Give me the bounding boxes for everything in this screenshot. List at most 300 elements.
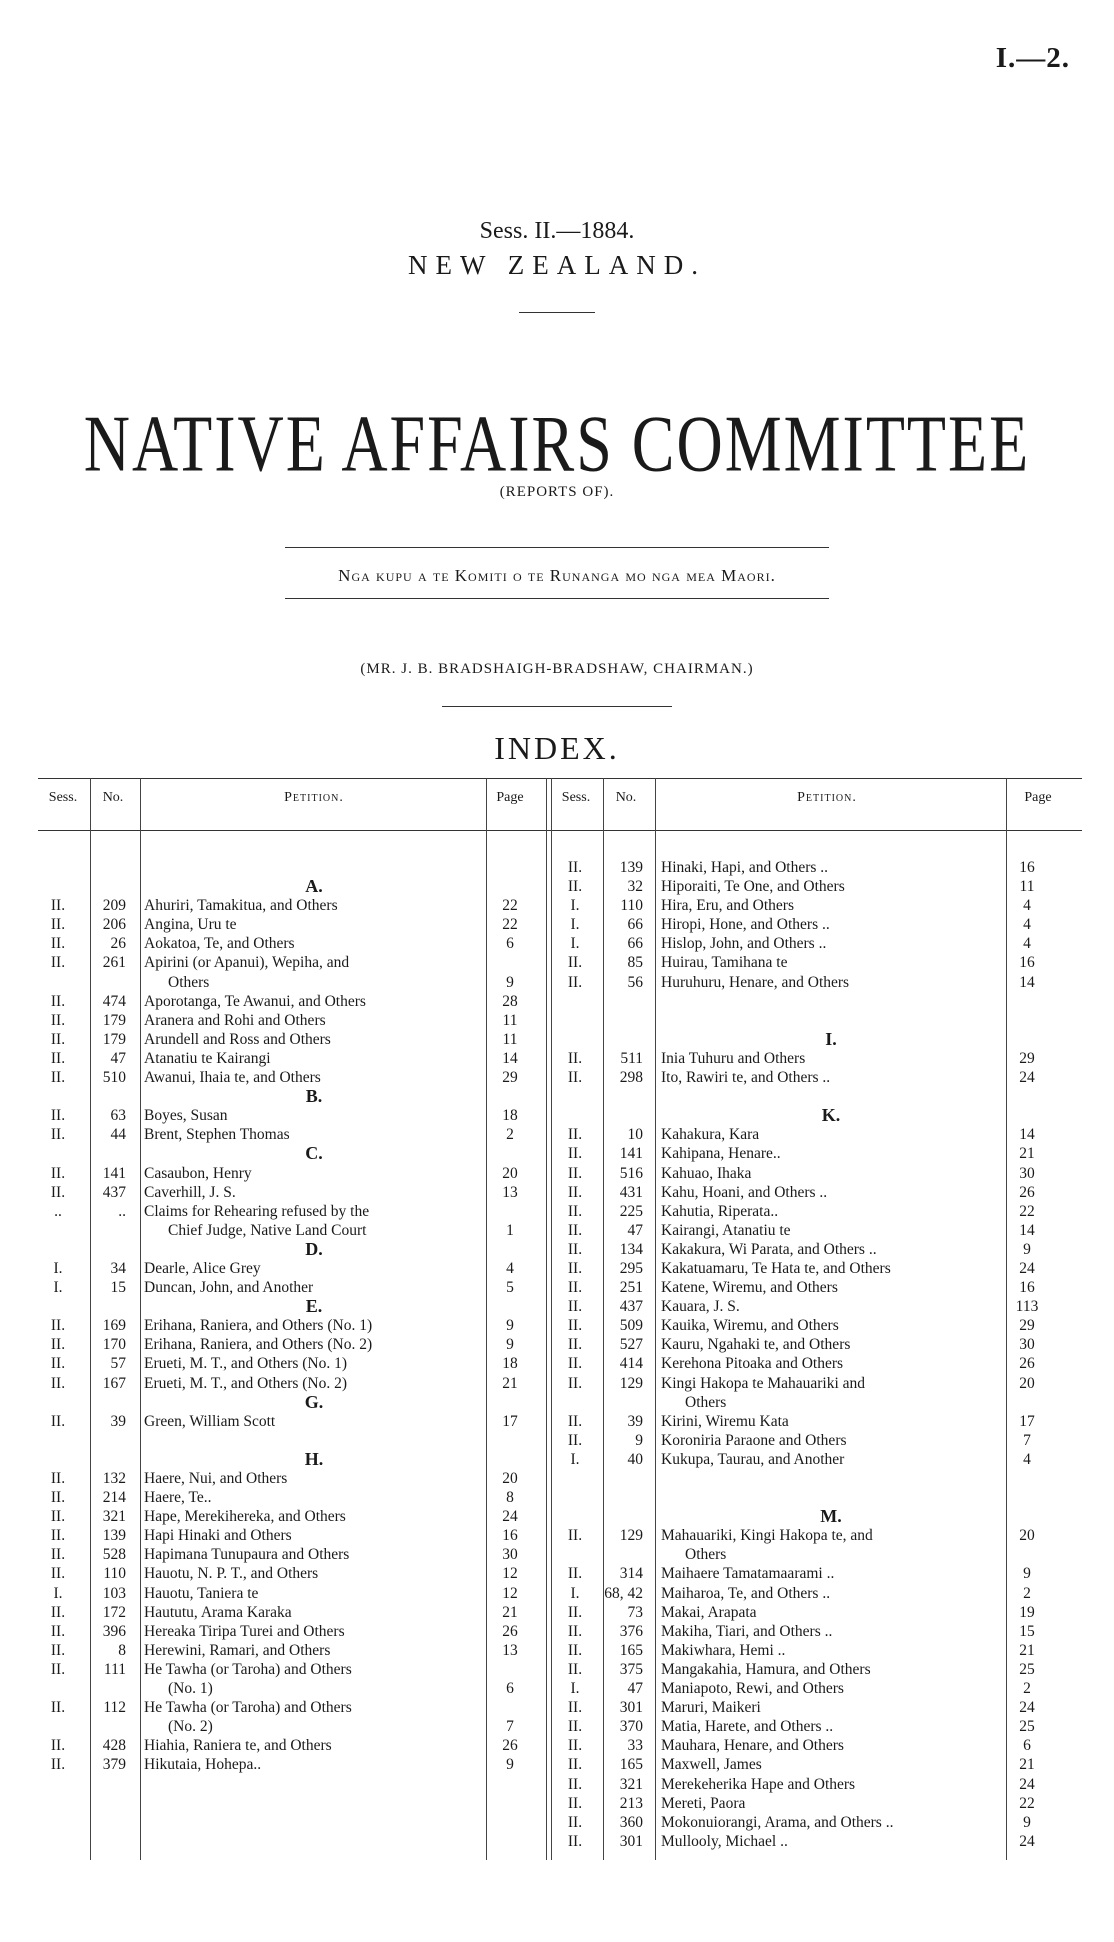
cell-page: 14 (1019, 1221, 1035, 1239)
spacer (555, 1469, 1103, 1488)
cell-sess: II. (50, 1470, 66, 1487)
cell-page: 9 (1023, 1240, 1031, 1258)
cell-petition: Mereti, Paora (661, 1794, 746, 1812)
table-row (555, 877, 1103, 896)
cell-petition: Hikutaia, Hohepa.. (144, 1756, 262, 1774)
cell-page: 8 (506, 1489, 514, 1507)
cell-page: 30 (1019, 1336, 1035, 1354)
cell-page: 12 (502, 1584, 518, 1602)
cell-sess: .. (54, 1202, 62, 1220)
cell-no: 516 (619, 1164, 643, 1182)
table-row (38, 1049, 586, 1068)
table-row (38, 1125, 586, 1144)
cell-page: 29 (1019, 1049, 1035, 1067)
cell-petition: Mangakahia, Hamura, and Others (661, 1660, 871, 1678)
cell-page: 16 (1019, 1279, 1035, 1297)
table-row (555, 1259, 1103, 1278)
cell-page: 24 (502, 1508, 518, 1526)
table-row (555, 1622, 1103, 1641)
cell-sess: II. (50, 1126, 66, 1144)
cell-sess: II. (567, 1145, 583, 1163)
cell-no: 129 (619, 1374, 643, 1392)
index-heading: INDEX. (494, 730, 620, 766)
letter-heading (38, 1297, 586, 1316)
cell-no: 298 (619, 1069, 643, 1087)
table-row (38, 1259, 586, 1278)
cell-no: 85 (627, 954, 643, 972)
cell-no: 129 (619, 1527, 643, 1545)
cell-no: 321 (102, 1508, 126, 1526)
table-row (38, 1011, 586, 1030)
cell-petition: Kairangi, Atanatiu te (661, 1221, 791, 1239)
cell-petition: Ahuriri, Tamakitua, and Others (144, 897, 338, 915)
cell-sess: II. (567, 1298, 583, 1316)
cell-page: 2 (506, 1126, 514, 1144)
cell-sess: II. (50, 1355, 66, 1373)
cell-sess: II. (567, 1069, 583, 1087)
table-row (38, 1507, 586, 1526)
cell-page: 14 (502, 1049, 518, 1067)
cell-sess: II. (50, 897, 66, 915)
table-row (38, 1068, 586, 1087)
table-row (38, 1698, 586, 1717)
table-row (555, 1698, 1103, 1717)
cell-no: 39 (110, 1412, 126, 1430)
table-row (555, 1316, 1103, 1335)
cell-no: 44 (110, 1126, 126, 1144)
letter-heading-text: G. (304, 1391, 324, 1412)
cell-petition: Kahakura, Kara (661, 1126, 760, 1144)
table-row (555, 1068, 1103, 1087)
cell-sess: I. (53, 1259, 63, 1277)
cell-no: 379 (102, 1756, 126, 1774)
cell-petition: Hapimana Tunupaura and Others (144, 1546, 350, 1564)
cell-page: 13 (502, 1183, 518, 1201)
cell-sess: II. (567, 1813, 583, 1831)
session-line: Sess. II.—1884. (479, 218, 635, 244)
table-row (38, 1412, 586, 1431)
table-row (38, 1278, 586, 1297)
cell-page: 20 (502, 1164, 518, 1182)
cell-page: 19 (1019, 1603, 1035, 1621)
cell-sess: II. (567, 1126, 583, 1144)
cell-no: 511 (620, 1049, 643, 1067)
letter-heading (555, 1507, 1103, 1526)
cell-page: 2 (1023, 1680, 1031, 1698)
cell-petition: He Tawha (or Taroha) and Others (144, 1660, 352, 1678)
table-row (555, 1049, 1103, 1068)
cell-petition: Duncan, John, and Another (144, 1279, 314, 1297)
cell-petition: Hapi Hinaki and Others (144, 1527, 292, 1545)
cell-no: 428 (102, 1737, 126, 1755)
cell-no: 170 (102, 1336, 126, 1354)
table-row (38, 896, 586, 915)
cell-no: 39 (627, 1412, 643, 1430)
cell-page: 18 (502, 1107, 518, 1125)
cell-no: 132 (102, 1470, 126, 1487)
table-row (555, 1584, 1103, 1603)
cell-petition: Casaubon, Henry (144, 1164, 252, 1182)
cell-petition: Makiwhara, Hemi .. (661, 1641, 786, 1659)
table-row (555, 1545, 1103, 1564)
table-row (38, 1736, 586, 1755)
table-row (38, 1374, 586, 1393)
cell-no: 66 (627, 935, 643, 953)
cell-sess: II. (50, 1699, 66, 1717)
table-row (555, 934, 1103, 953)
cell-no: 321 (619, 1775, 643, 1793)
table-row (555, 1564, 1103, 1583)
table-row (555, 1125, 1103, 1144)
table-row (38, 1564, 586, 1583)
cell-page: 24 (1019, 1775, 1035, 1793)
cell-petition: Chief Judge, Native Land Court (168, 1221, 367, 1239)
table-row (555, 1526, 1103, 1545)
maori-rule-top (285, 547, 829, 548)
cell-no: 314 (619, 1565, 643, 1583)
cell-sess: I. (570, 1450, 580, 1468)
cell-page: 12 (502, 1565, 518, 1583)
cell-sess: II. (567, 1221, 583, 1239)
cell-no: 139 (102, 1527, 126, 1545)
cell-page: 21 (502, 1603, 518, 1621)
cell-sess: II. (50, 1660, 66, 1678)
cell-sess: II. (50, 1336, 66, 1354)
cell-petition: Angina, Uru te (144, 916, 237, 934)
cell-no: 172 (102, 1603, 126, 1621)
table-row (555, 1354, 1103, 1373)
cell-no: 214 (102, 1489, 126, 1507)
cell-petition: Maruri, Maikeri (661, 1699, 761, 1717)
cell-page: 9 (1023, 1813, 1031, 1831)
cell-sess: II. (567, 1431, 583, 1449)
cell-sess: II. (567, 1317, 583, 1335)
col-petition-header: Petition. (797, 790, 857, 805)
document-subtitle: (REPORTS OF). (499, 484, 615, 500)
cell-sess: II. (567, 1049, 583, 1067)
cell-petition: Huruhuru, Henare, and Others (661, 973, 850, 991)
letter-heading-text: I. (825, 1028, 837, 1049)
cell-sess: II. (567, 954, 583, 972)
cell-petition: (No. 1) (168, 1680, 213, 1698)
spacer (555, 992, 1103, 1011)
table-row (555, 1297, 1103, 1316)
cell-petition: Kukupa, Taurau, and Another (661, 1450, 845, 1468)
cell-sess: II. (50, 1565, 66, 1583)
col-sess-header: Sess. (48, 790, 78, 805)
cell-sess: II. (567, 1699, 583, 1717)
cell-page: 9 (506, 973, 514, 991)
cell-petition: Aporotanga, Te Awanui, and Others (144, 992, 366, 1010)
chairman-line: (MR. J. B. BRADSHAIGH-BRADSHAW, CHAIRMAN.) (360, 661, 754, 677)
cell-page: 4 (1023, 935, 1031, 953)
cell-no: 437 (619, 1298, 643, 1316)
cell-petition: Matia, Harete, and Others .. (661, 1718, 834, 1736)
cell-no: 110 (103, 1565, 126, 1583)
cell-no: 528 (102, 1546, 126, 1564)
cell-petition: Merekeherika Hape and Others (661, 1775, 856, 1793)
cell-no: 66 (627, 916, 643, 934)
cell-no: 141 (619, 1145, 643, 1163)
cell-petition: Mahauariki, Kingi Hakopa te, and (661, 1527, 873, 1545)
cell-page: 113 (1015, 1298, 1039, 1316)
cell-sess: II. (50, 1527, 66, 1545)
cell-no: 301 (619, 1832, 643, 1850)
cell-petition: Erueti, M. T., and Others (No. 1) (144, 1355, 348, 1373)
table-row (555, 1775, 1103, 1794)
cell-petition: Mauhara, Henare, and Others (661, 1737, 844, 1755)
cell-petition: Maihaere Tamatamaarami .. (661, 1565, 835, 1583)
cell-page: 30 (502, 1546, 518, 1564)
cell-no: 360 (619, 1813, 643, 1831)
cell-page: 17 (1019, 1412, 1035, 1430)
table-row (38, 1717, 586, 1736)
table-row (38, 1622, 586, 1641)
letter-heading (38, 1144, 586, 1163)
cell-petition: Haututu, Arama Karaka (144, 1603, 292, 1621)
cell-page: 28 (502, 992, 518, 1010)
letter-heading-text: C. (305, 1143, 323, 1164)
table-row (555, 1144, 1103, 1163)
cell-no: 47 (627, 1221, 643, 1239)
cell-no: 206 (102, 916, 126, 934)
cell-no: 370 (619, 1718, 643, 1736)
table-row (555, 896, 1103, 915)
table-row (38, 1641, 586, 1660)
cell-no: 437 (102, 1183, 126, 1201)
cell-page: 21 (502, 1374, 518, 1392)
table-row (38, 1603, 586, 1622)
table-row (555, 1183, 1103, 1202)
table-row (38, 915, 586, 934)
cell-petition: Kakatuamaru, Te Hata te, and Others (661, 1259, 891, 1277)
cell-petition: Kakakura, Wi Parata, and Others .. (661, 1240, 877, 1258)
table-row (38, 992, 586, 1011)
cell-petition: Erueti, M. T., and Others (No. 2) (144, 1374, 348, 1392)
cell-page: 25 (1019, 1718, 1035, 1736)
cell-no: 414 (619, 1355, 643, 1373)
cell-petition: Erihana, Raniera, and Others (No. 2) (144, 1336, 373, 1354)
cell-sess: II. (50, 954, 66, 972)
cell-page: 1 (506, 1221, 514, 1239)
cell-no: 68, 42 (604, 1584, 643, 1602)
cell-page: 26 (1019, 1355, 1035, 1373)
cell-page: 11 (502, 1030, 518, 1048)
cell-page: 15 (1019, 1622, 1035, 1640)
cell-sess: II. (567, 1660, 583, 1678)
cell-petition: (No. 2) (168, 1718, 213, 1736)
cell-sess: II. (50, 1107, 66, 1125)
cell-page: 11 (1019, 878, 1035, 896)
cell-page: 4 (506, 1259, 514, 1277)
cell-sess: II. (50, 1164, 66, 1182)
cell-petition: Kahipana, Henare.. (661, 1145, 781, 1163)
maori-rule-bottom (285, 598, 829, 599)
letter-heading (555, 1106, 1103, 1125)
cell-petition: Maniapoto, Rewi, and Others (661, 1680, 844, 1698)
cell-page: 9 (506, 1317, 514, 1335)
table-row (555, 1736, 1103, 1755)
cell-petition: Kauara, J. S. (661, 1298, 740, 1316)
cell-sess: II. (567, 1622, 583, 1640)
table-row (555, 1641, 1103, 1660)
cell-page: 20 (1019, 1527, 1035, 1545)
cell-page: 26 (502, 1737, 518, 1755)
table-row (38, 1679, 586, 1698)
document-title: NATIVE AFFAIRS COMMITTEE (83, 399, 1031, 488)
cell-no: 167 (102, 1374, 126, 1392)
cell-petition: Kahu, Hoani, and Others .. (661, 1183, 828, 1201)
cell-page: 25 (1019, 1660, 1035, 1678)
cell-sess: II. (567, 1775, 583, 1793)
cell-sess: II. (567, 1374, 583, 1392)
cell-sess: II. (50, 1622, 66, 1640)
cell-no: 8 (118, 1641, 126, 1659)
letter-heading-text: A. (305, 876, 323, 897)
cell-petition: Aokatoa, Te, and Others (144, 935, 295, 953)
cell-petition: Kauika, Wiremu, and Others (661, 1317, 839, 1335)
cell-no: 295 (619, 1259, 643, 1277)
table-row (555, 1164, 1103, 1183)
cell-petition: Maiharoa, Te, and Others .. (661, 1584, 831, 1602)
cell-no: 474 (102, 992, 126, 1010)
cell-sess: II. (567, 1240, 583, 1258)
cell-sess: II. (50, 1737, 66, 1755)
cell-petition: Makiha, Tiari, and Others .. (661, 1622, 833, 1640)
cell-sess: II. (50, 1489, 66, 1507)
cell-petition: Ito, Rawiri te, and Others .. (661, 1069, 831, 1087)
table-row (555, 1660, 1103, 1679)
title-rule (519, 312, 595, 313)
cell-page: 9 (506, 1756, 514, 1774)
cell-no: 527 (619, 1336, 643, 1354)
cell-sess: II. (50, 1374, 66, 1392)
cell-petition: Others (685, 1393, 727, 1411)
cell-no: .. (118, 1202, 126, 1220)
cell-no: 261 (102, 954, 126, 972)
cell-petition: Green, William Scott (144, 1412, 276, 1430)
letter-heading-text: D. (305, 1238, 323, 1259)
cell-page: 17 (502, 1412, 518, 1430)
cell-page: 13 (502, 1641, 518, 1659)
table-row (555, 915, 1103, 934)
cell-sess: II. (567, 1412, 583, 1430)
cell-no: 47 (627, 1680, 643, 1698)
table-row (38, 1584, 586, 1603)
cell-sess: II. (567, 878, 583, 896)
cell-sess: II. (50, 1412, 66, 1430)
table-row (555, 858, 1103, 877)
table-row (38, 1106, 586, 1125)
cell-no: 112 (103, 1699, 126, 1717)
cell-page: 26 (502, 1622, 518, 1640)
spacer (555, 1011, 1103, 1030)
cell-page: 9 (1023, 1565, 1031, 1583)
letter-heading-text: B. (305, 1086, 323, 1107)
cell-no: 165 (619, 1756, 643, 1774)
cell-sess: II. (50, 916, 66, 934)
cell-no: 301 (619, 1699, 643, 1717)
cell-petition: Erihana, Raniera, and Others (No. 1) (144, 1317, 373, 1335)
table-row (555, 1393, 1103, 1412)
cell-sess: II. (50, 1183, 66, 1201)
cell-petition: Hiropi, Hone, and Others .. (661, 916, 830, 934)
table-row (38, 1164, 586, 1183)
letter-heading (38, 1450, 586, 1469)
cell-no: 213 (619, 1794, 643, 1812)
cell-no: 110 (620, 897, 643, 915)
cell-sess: I. (570, 916, 580, 934)
cell-page: 21 (1019, 1756, 1035, 1774)
cell-petition: He Tawha (or Taroha) and Others (144, 1699, 352, 1717)
cell-page: 21 (1019, 1145, 1035, 1163)
spacer (38, 1431, 586, 1450)
cell-no: 431 (619, 1183, 643, 1201)
cell-page: 29 (502, 1069, 518, 1087)
spacer (38, 858, 586, 877)
cell-no: 509 (619, 1317, 643, 1335)
cell-petition: Brent, Stephen Thomas (144, 1126, 290, 1144)
table-row (38, 1030, 586, 1049)
cell-no: 396 (102, 1622, 126, 1640)
cell-petition: Haere, Nui, and Others (144, 1470, 288, 1487)
table-row (555, 1603, 1103, 1622)
table-row (38, 953, 586, 972)
table-row (555, 1374, 1103, 1393)
cell-no: 103 (102, 1584, 126, 1602)
table-row (555, 1832, 1103, 1851)
cell-petition: Kauru, Ngahaki te, and Others (661, 1336, 851, 1354)
cell-sess: II. (567, 1832, 583, 1850)
table-row (38, 1183, 586, 1202)
cell-sess: II. (567, 1355, 583, 1373)
table-row (38, 934, 586, 953)
cell-no: 32 (627, 878, 643, 896)
letter-heading (38, 1087, 586, 1106)
cell-petition: Kingi Hakopa te Mahauariki and (661, 1374, 866, 1392)
cell-no: 179 (102, 1011, 126, 1029)
cell-page: 4 (1023, 1450, 1031, 1468)
cell-petition: Hiporaiti, Te One, and Others (661, 878, 845, 896)
table-row (555, 1202, 1103, 1221)
cell-petition: Kahuao, Ihaka (661, 1164, 752, 1182)
cell-page: 24 (1019, 1259, 1035, 1277)
cell-page: 24 (1019, 1069, 1035, 1087)
cell-petition: Kahutia, Riperata.. (661, 1202, 779, 1220)
cell-sess: I. (570, 1584, 580, 1602)
cell-page: 14 (1019, 1126, 1035, 1144)
cell-sess: I. (570, 897, 580, 915)
cell-sess: II. (50, 1756, 66, 1774)
cell-no: 26 (110, 935, 126, 953)
cell-page: 14 (1019, 973, 1035, 991)
col-page-header: Page (496, 790, 524, 805)
table-row (555, 1412, 1103, 1431)
cell-no: 73 (627, 1603, 643, 1621)
letter-heading-text: E. (305, 1296, 323, 1317)
cell-petition: Mokonuiorangi, Arama, and Others .. (661, 1813, 894, 1831)
table-top-rule (38, 778, 1082, 779)
cell-page: 6 (1023, 1737, 1031, 1755)
cell-petition: Koroniria Paraone and Others (661, 1431, 847, 1449)
cell-petition: Hiahia, Raniera te, and Others (144, 1737, 332, 1755)
cell-no: 141 (102, 1164, 126, 1182)
index-column-left (38, 858, 586, 1775)
cell-no: 376 (619, 1622, 643, 1640)
table-row (38, 1526, 586, 1545)
cell-sess: II. (567, 1202, 583, 1220)
col-no-header: No. (615, 790, 637, 805)
